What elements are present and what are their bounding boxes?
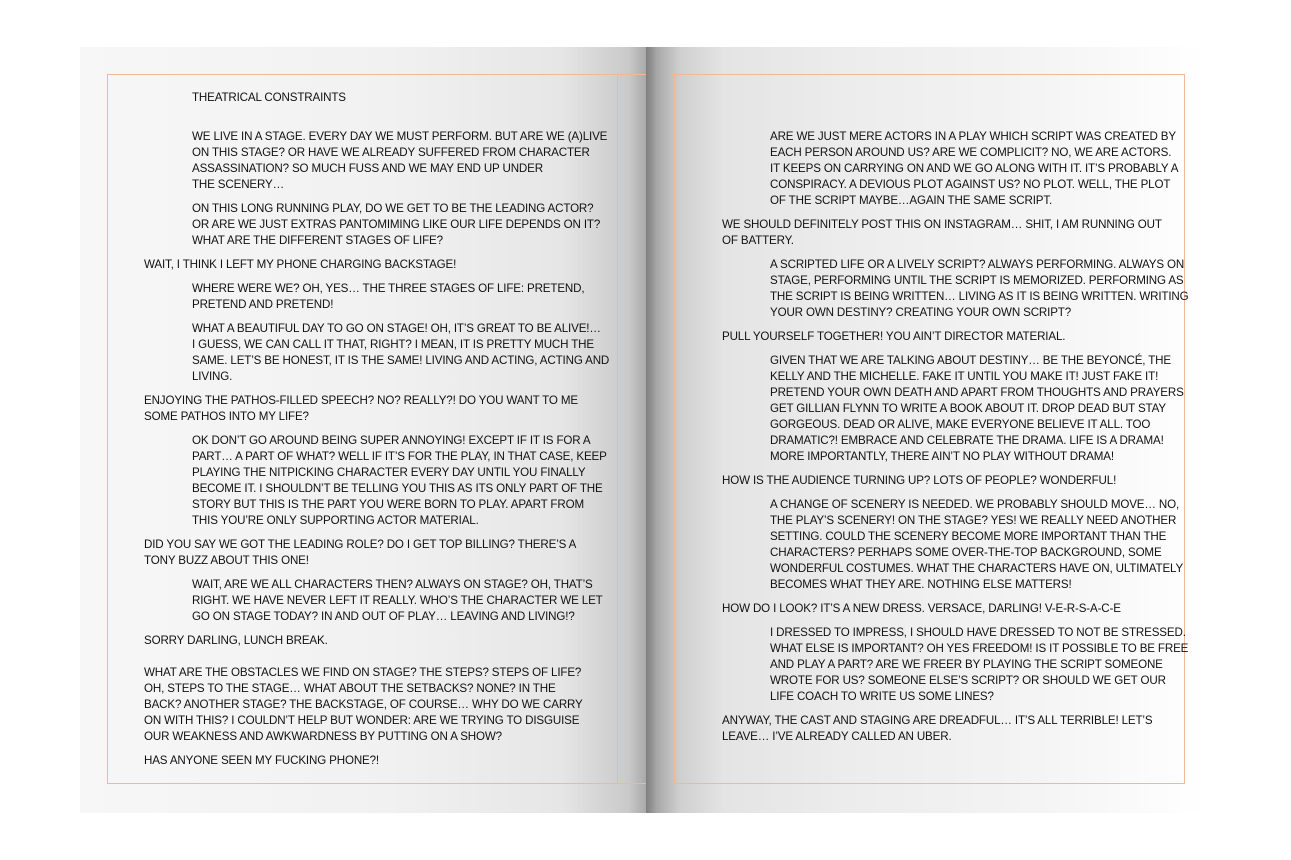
paragraph [770, 497, 1183, 593]
paragraph [722, 217, 1162, 249]
text-line: TONY BUZZ ABOUT THIS ONE! [144, 554, 309, 567]
paragraph [192, 321, 609, 385]
paragraph [722, 601, 1121, 617]
text-line: A SCRIPTED LIFE OR A LIVELY SCRIPT? ALWAYS PERFORMING. ALWAYS ON [770, 258, 1185, 271]
left-page [80, 47, 646, 813]
text-line: YOUR OWN DESTINY? CREATING YOUR OWN SCRIPT? [770, 306, 1072, 319]
paragraph [144, 633, 328, 649]
text-line: HAS ANYONE SEEN MY FUCKING PHONE?! [144, 754, 379, 767]
paragraph [770, 257, 1189, 321]
paragraph [192, 433, 607, 529]
text-line: IT KEEPS ON CARRYING ON AND WE GO ALONG WITH IT. IT’S PROBABLY A [770, 162, 1179, 175]
text-line: MORE IMPORTANTLY, THERE AIN’T NO PLAY WITHOUT DRAMA! [770, 450, 1114, 463]
paragraph [722, 473, 1116, 489]
text-line: CHARACTERS? PERHAPS SOME OVER-THE-TOP BACKGROUND, SOME [770, 546, 1162, 559]
text-line: SAME. LET’S BE HONEST, IT IS THE SAME! LIVING AND ACTING, ACTING AND [192, 354, 610, 367]
text-line: WAIT, ARE WE ALL CHARACTERS THEN? ALWAYS ON STAGE? OH, THAT’S [192, 578, 593, 591]
text-line: ON WITH THIS? I COULDN’T HELP BUT WONDER: ARE WE TRYING TO DISGUISE [144, 714, 580, 727]
text-line: OF THE SCRIPT MAYBE…AGAIN THE SAME SCRIPT. [770, 194, 1053, 207]
text-line: OUR WEAKNESS AND AWKWARDNESS BY PUTTING ON A SHOW? [144, 730, 502, 743]
text-line: ANYWAY, THE CAST AND STAGING ARE DREADFUL… IT’S ALL TERRIBLE! LET’S [722, 714, 1153, 727]
text-line: HOW DO I LOOK? IT’S A NEW DRESS. VERSACE, DARLING! V-E-R-S-A-C-E [722, 602, 1121, 615]
paragraph [770, 625, 1188, 705]
text-line: EACH PERSON AROUND US? ARE WE COMPLICIT? NO, WE ARE ACTORS. [770, 146, 1172, 159]
text-line: THIS YOU’RE ONLY SUPPORTING ACTOR MATERIAL. [192, 514, 479, 527]
text-line: WHAT ELSE IS IMPORTANT? OH YES FREEDOM! IS IT POSSIBLE TO BE FREE [770, 642, 1189, 655]
text-line: OK DON’T GO AROUND BEING SUPER ANNOYING! EXCEPT IF IT IS FOR A [192, 434, 591, 447]
text-line: SORRY DARLING, LUNCH BREAK. [144, 634, 328, 647]
text-line: WHERE WERE WE? OH, YES… THE THREE STAGES OF LIFE: PRETEND, [192, 282, 585, 295]
paragraph [144, 257, 456, 273]
text-line: OR ARE WE JUST EXTRAS PANTOMIMING LIKE OUR LIFE DEPENDS ON IT? [192, 218, 601, 231]
text-line: WHAT A BEAUTIFUL DAY TO GO ON STAGE! OH, IT’S GREAT TO BE ALIVE!… [192, 322, 601, 335]
right-page [646, 47, 1205, 813]
text-line: GIVEN THAT WE ARE TALKING ABOUT DESTINY… BE THE BEYONCÉ, THE [770, 354, 1171, 367]
paragraph [144, 665, 583, 745]
text-line: GO ON STAGE TODAY? IN AND OUT OF PLAY… LEAVING AND LIVING!? [192, 610, 575, 623]
paragraph [770, 353, 1184, 465]
text-line: WE SHOULD DEFINITELY POST THIS ON INSTAGRAM… SHIT, I AM RUNNING OUT [722, 218, 1162, 231]
text-line: A CHANGE OF SCENERY IS NEEDED. WE PROBABLY SHOULD MOVE… NO, [770, 498, 1180, 511]
text-line: LEAVE… I’VE ALREADY CALLED AN UBER. [722, 730, 952, 743]
text-line: WE LIVE IN A STAGE. EVERY DAY WE MUST PERFORM. BUT ARE WE (A)LIVE [192, 130, 608, 143]
text-line: GORGEOUS. DEAD OR ALIVE, MAKE EVERYONE BELIEVE IT ALL. TOO [770, 418, 1151, 431]
text-line: SETTING. COULD THE SCENERY BECOME MORE IMPORTANT THAN THE [770, 530, 1167, 543]
paragraph [144, 753, 379, 769]
text-line: STAGE, PERFORMING UNTIL THE SCRIPT IS MEMORIZED. PERFORMING AS [770, 274, 1184, 287]
text-line: PLAYING THE NITPICKING CHARACTER EVERY DAY UNTIL YOU FINALLY [192, 466, 586, 479]
text-line: THE PLAY’S SCENERY! ON THE STAGE? YES! WE REALLY NEED ANOTHER [770, 514, 1177, 527]
text-line: STORY BUT THIS IS THE PART YOU WERE BORN TO PLAY. APART FROM [192, 498, 584, 511]
text-line: BECOME IT. I SHOULDN’T BE TELLING YOU THIS AS ITS ONLY PART OF THE [192, 482, 603, 495]
text-line: ENJOYING THE PATHOS-FILLED SPEECH? NO? REALLY?! DO YOU WANT TO ME [144, 394, 578, 407]
text-line: LIVING. [192, 370, 233, 383]
text-line: DRAMATIC?! EMBRACE AND CELEBRATE THE DRAMA. LIFE IS A DRAMA! [770, 434, 1164, 447]
text-line: PART… A PART OF WHAT? WELL IF IT’S FOR THE PLAY, IN THAT CASE, KEEP [192, 450, 607, 463]
text-line: DID YOU SAY WE GOT THE LEADING ROLE? DO I GET TOP BILLING? THERE’S A [144, 538, 577, 551]
text-line: BECOMES WHAT THEY ARE. NOTHING ELSE MATTERS! [770, 578, 1072, 591]
page-title: THEATRICAL CONSTRAINTS [192, 91, 346, 104]
paragraph [144, 537, 576, 569]
text-line: CONSPIRACY. A DEVIOUS PLOT AGAINST US? NO PLOT. WELL, THE PLOT [770, 178, 1171, 191]
paragraph [722, 329, 1065, 345]
text-line: WHAT ARE THE DIFFERENT STAGES OF LIFE? [192, 234, 443, 247]
paragraph [770, 129, 1178, 209]
text-line: SOME PATHOS INTO MY LIFE? [144, 410, 309, 423]
text-line: WAIT, I THINK I LEFT MY PHONE CHARGING BACKSTAGE! [144, 258, 457, 271]
paragraph [192, 129, 607, 193]
text-line: RIGHT. WE HAVE NEVER LEFT IT REALLY. WHO’S THE CHARACTER WE LET [192, 594, 603, 607]
text-line: ARE WE JUST MERE ACTORS IN A PLAY WHICH SCRIPT WAS CREATED BY [770, 130, 1176, 143]
paragraph [722, 713, 1152, 745]
open-book-spread [80, 47, 1205, 813]
text-line: I GUESS, WE CAN CALL IT THAT, RIGHT? I MEAN, IT IS PRETTY MUCH THE [192, 338, 594, 351]
paragraph [192, 281, 584, 313]
text-line: AND PLAY A PART? ARE WE FREER BY PLAYING THE SCRIPT SOMEONE [770, 658, 1163, 671]
right-page-text [646, 47, 1205, 813]
text-line: ASSASSINATION? SO MUCH FUSS AND WE MAY END UP UNDER [192, 162, 543, 175]
text-line: GET GILLIAN FLYNN TO WRITE A BOOK ABOUT IT. DROP DEAD BUT STAY [770, 402, 1166, 415]
paragraph [192, 201, 600, 249]
text-line: THE SCENERY… [192, 178, 285, 191]
text-line: BACK? ANOTHER STAGE? THE BACKSTAGE, OF COURSE… WHY DO WE CARRY [144, 698, 583, 711]
text-line: PRETEND AND PRETEND! [192, 298, 334, 311]
text-line: KELLY AND THE MICHELLE. FAKE IT UNTIL YOU MAKE IT! JUST FAKE IT! [770, 370, 1159, 383]
text-line: ON THIS STAGE? OR HAVE WE ALREADY SUFFERED FROM CHARACTER [192, 146, 590, 159]
text-line: HOW IS THE AUDIENCE TURNING UP? LOTS OF PEOPLE? WONDERFUL! [722, 474, 1117, 487]
text-line: I DRESSED TO IMPRESS, I SHOULD HAVE DRESSED TO NOT BE STRESSED. [770, 626, 1186, 639]
text-line: WROTE FOR US? SOMEONE ELSE’S SCRIPT? OR SHOULD WE GET OUR [770, 674, 1166, 687]
text-line: PULL YOURSELF TOGETHER! YOU AIN’T DIRECTOR MATERIAL. [722, 330, 1066, 343]
text-line: THE SCRIPT IS BEING WRITTEN… LIVING AS IT IS BEING WRITTEN. WRITING [770, 290, 1189, 303]
text-line: ON THIS LONG RUNNING PLAY, DO WE GET TO BE THE LEADING ACTOR? [192, 202, 594, 215]
paragraph [144, 393, 578, 425]
left-page-text [80, 47, 646, 813]
text-line: PRETEND YOUR OWN DEATH AND APART FROM THOUGHTS AND PRAYERS [770, 386, 1184, 399]
text-line: OH, STEPS TO THE STAGE… WHAT ABOUT THE SETBACKS? NONE? IN THE [144, 682, 556, 695]
text-line: WONDERFUL COSTUMES. WHAT THE CHARACTERS HAVE ON, ULTIMATELY [770, 562, 1184, 575]
text-line: LIFE COACH TO WRITE US SOME LINES? [770, 690, 994, 703]
text-line: WHAT ARE THE OBSTACLES WE FIND ON STAGE? THE STEPS? STEPS OF LIFE? [144, 666, 582, 679]
paragraph [192, 577, 603, 625]
text-line: OF BATTERY. [722, 234, 794, 247]
